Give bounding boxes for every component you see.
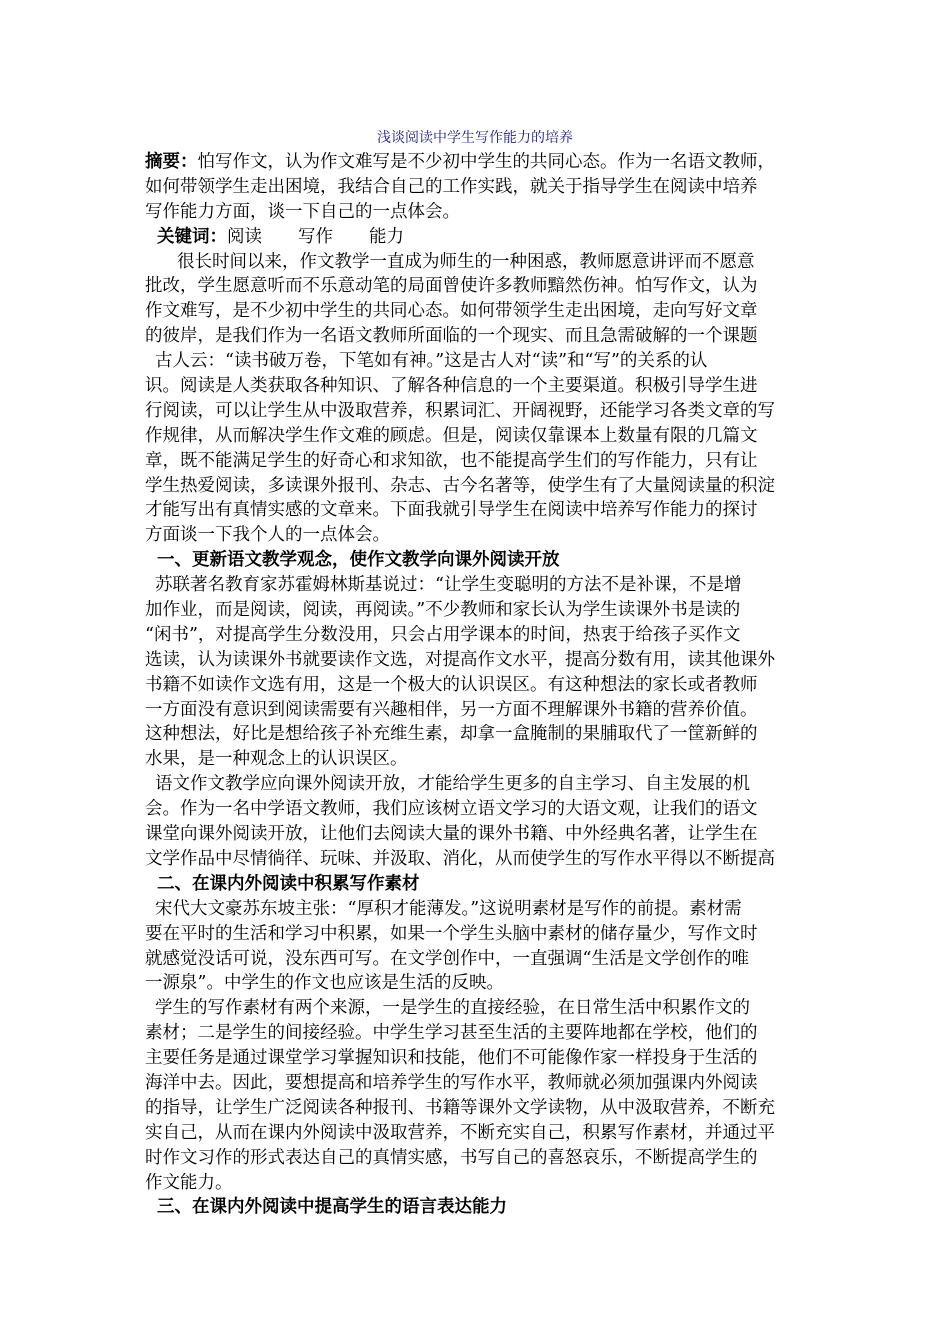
section-line: 海洋中去。因此，要想提高和培养学生的写作水平，教师就必须加强课内外阅读 <box>145 1072 758 1093</box>
intro-line: 学生热爱阅读，多读课外报刊、杂志、古今名著等，使学生有了大量阅读量的积淀 <box>145 475 775 496</box>
abstract-line: 写作能力方面，谈一下自己的一点体会。 <box>145 201 460 222</box>
keyword: 能力 <box>369 226 404 247</box>
section-line: 就感觉没话可说，没东西可写。在文学创作中，一直强调“生活是文学创作的唯 <box>145 948 749 969</box>
abstract-line: 如何带领学生走出困境，我结合自己的工作实践，就关于指导学生在阅读中培养 <box>145 176 758 197</box>
intro-line: 方面谈一下我个人的一点体会。 <box>145 525 390 546</box>
section-line: 学生的写作素材有两个来源，一是学生的直接经验，在日常生活中积累作文的 <box>155 998 750 1019</box>
section-line: 时作文习作的形式表达自己的真情实感，书写自己的喜怒哀乐，不断提高学生的 <box>145 1147 758 1168</box>
section-line: 素材；二是学生的间接经验。中学生学习甚至生活的主要阵地都在学校，他们的 <box>145 1023 758 1044</box>
intro-line: 识。阅读是人类获取各种知识、了解各种信息的一个主要渠道。积极引导学生进 <box>145 376 758 397</box>
document-body <box>145 150 807 1220</box>
section-line: 的指导，让学生广泛阅读各种报刊、书籍等课外文学读物，从中汲取营养，不断充 <box>145 1097 775 1118</box>
section-line: 书籍不如读作文选有用，这是一个极大的认识误区。有这种想法的家长或者教师 <box>145 674 758 695</box>
section-line: 加作业，而是阅读，阅读，再阅读。”不少教师和家长认为学生读课外书是读的 <box>145 600 741 621</box>
section-line: 会。作为一名中学语文教师，我们应该树立语文学习的大语文观，让我们的语文 <box>145 799 758 820</box>
section-line: 宋代大文豪苏东坡主张：“厚积才能薄发。”这说明素材是写作的前提。素材需 <box>155 898 742 919</box>
section-heading: 二、在课内外阅读中积累写作素材 <box>157 873 420 894</box>
section-line: 水果，是一种观念上的认识误区。 <box>145 749 408 770</box>
keywords-label: 关键词： <box>157 226 227 247</box>
section-line: 语文作文教学应向课外阅读开放，才能给学生更多的自主学习、自主发展的机 <box>155 774 750 795</box>
section-line: 要在平时的生活和学习中积累，如果一个学生头脑中素材的储存量少，写作文时 <box>145 923 758 944</box>
intro-line: 古人云：“读书破万卷，下笔如有神。”这是古人对“读”和“写”的关系的认 <box>155 351 708 372</box>
section-line: 苏联著名教育家苏霍姆林斯基说过：“让学生变聪明的方法不是补课，不是增 <box>155 575 742 596</box>
section-line: 这种想法，好比是想给孩子补充维生素，却拿一盒腌制的果脯取代了一筐新鲜的 <box>145 724 758 745</box>
abstract-text: 怕写作文，认为作文难写是不少初中学生的共同心态。作为一名语文教师， <box>197 152 775 172</box>
section-line: 选读，认为读课外书就要读作文选，对提高作文水平，提高分数有用，读其他课外 <box>145 649 775 670</box>
keywords-line <box>145 225 807 250</box>
section-line: 一源泉”。中学生的作文也应该是生活的反映。 <box>145 973 504 994</box>
section-heading: 一、更新语文教学观念，使作文教学向课外阅读开放 <box>157 550 560 571</box>
intro-line: 章，既不能满足学生的好奇心和求知欲，也不能提高学生们的写作能力，只有让 <box>145 450 758 471</box>
section-line: 作文能力。 <box>145 1172 233 1193</box>
intro-line: 行阅读，可以让学生从中汲取营养，积累词汇、开阔视野，还能学习各类文章的写 <box>145 400 775 421</box>
intro-line: 作文难写，是不少初中学生的共同心态。如何带领学生走出困境，走向写好文章 <box>145 301 758 322</box>
intro-line: 作规律，从而解决学生作文难的顾虑。但是，阅读仅靠课本上数量有限的几篇文 <box>145 425 758 446</box>
intro-line: 的彼岸，是我们作为一名语文教师所面临的一个现实、而且急需破解的一个课题 <box>145 326 758 347</box>
abstract-label: 摘要： <box>145 152 198 172</box>
section-line: 课堂向课外阅读开放，让他们去阅读大量的课外书籍、中外经典名著，让学生在 <box>145 824 758 845</box>
keyword: 写作 <box>298 226 333 247</box>
section-line: 一方面没有意识到阅读需要有兴趣相伴，另一方面不理解课外书籍的营养价值。 <box>145 699 758 720</box>
abstract-line <box>145 150 807 175</box>
section-line: “闲书”，对提高学生分数没用，只会占用学课本的时间，热衷于给孩子买作文 <box>145 624 741 645</box>
section-line: 主要任务是通过课堂学习掌握知识和技能，他们不可能像作家一样投身于生活的 <box>145 1048 758 1069</box>
section-line: 文学作品中尽情徜徉、玩味、并汲取、消化，从而使学生的写作水平得以不断提高 <box>145 848 775 869</box>
intro-line: 批改，学生愿意听而不乐意动笔的局面曾使许多教师黯然伤神。怕写作文，认为 <box>145 276 758 297</box>
keyword: 阅读 <box>227 226 262 247</box>
document-title: 浅谈阅读中学生写作能力的培养 <box>377 130 573 146</box>
intro-line: 很长时间以来，作文教学一直成为师生的一种困惑，教师愿意讲评而不愿意 <box>177 251 755 272</box>
section-line: 实自己，从而在课内外阅读中汲取营养，不断充实自己，积累写作素材，并通过平 <box>145 1122 775 1143</box>
intro-line: 才能写出有真情实感的文章来。下面我就引导学生在阅读中培养写作能力的探讨 <box>145 500 758 521</box>
section-heading: 三、在课内外阅读中提高学生的语言表达能力 <box>157 1197 507 1218</box>
